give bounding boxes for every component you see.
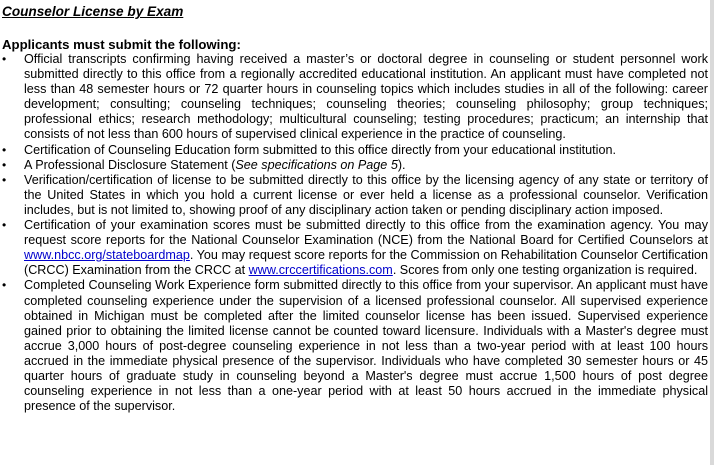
- bullet-icon: •: [2, 52, 7, 66]
- bullet-icon: •: [2, 172, 7, 187]
- bullet-icon: •: [2, 218, 7, 233]
- list-item: [2, 52, 708, 143]
- page-title: Counselor License by Exam: [2, 4, 184, 19]
- bullet-icon: •: [2, 278, 7, 293]
- bullet-icon: •: [2, 142, 7, 157]
- item-text: Verification/certification of license to be submitted directly to this office by the licensing agency of any state or territory of the United States in which you hold a current license or ever held a license as a professional counselor. Verification includes, but is not limited to, showing proof of any disciplinary action taken or pending disciplinary action imposed.: [24, 172, 708, 217]
- nbcc-link[interactable]: www.nbcc.org/stateboardmap: [24, 248, 190, 263]
- crcc-link[interactable]: www.crccertifications.com: [248, 263, 393, 278]
- item-text: . You may request score reports for the Commission on Rehabilitation Counselor Certification (CRCC) Examination from the CRCC at: [24, 248, 708, 278]
- scrollbar[interactable]: [710, 0, 714, 465]
- list-item: [2, 278, 708, 414]
- list-item: [2, 143, 708, 158]
- item-text: . Scores from only one testing organization is required.: [392, 263, 698, 278]
- list-item: [2, 218, 708, 278]
- section-heading: Applicants must submit the following:: [2, 37, 241, 52]
- list-item: [2, 158, 708, 173]
- list-item: [2, 173, 708, 218]
- item-text: ).: [397, 157, 406, 172]
- item-text: Certification of Counseling Education form submitted to this office directly from your educational institution.: [24, 142, 616, 157]
- document: [2, 0, 708, 414]
- item-text: Completed Counseling Work Experience form submitted directly to this office from your supervisor. An applicant must have completed counseling experience under the supervision of a licensed professional counselor. All supervised experience obtained in Michigan must be completed after the limited counselor license has been issued. Supervised experience gained prior to obtaining the limited license cannot be counted toward licensure. Individuals with a Master's degree must accrue 3,000 hours of post-degree counseling experience in not less than a two-year period with at least 100 hours accrued in the immediate physical presence of the supervisor. Individuals who have completed 30 semester hours or 45 quarter hours of graduate study in counseling beyond a Master's degree must accrue 1,500 hours of post degree counseling experience in not less than a one-year period with at least 50 hours accrued in the immediate physical presence of the supervisor.: [24, 278, 708, 414]
- item-text: Official transcripts confirming having received a master’s or doctoral degree in counseling or student personnel work submitted directly to this office from a regionally accredited educational institution. An applicant must have completed not less than 48 semester hours or 72 quarter hours in counseling topics which includes studies in all of the following: career development; consulting; counseling techniques; counseling theories; counseling philosophy; group techniques; professional ethics; research methodology; multicultural counseling; testing procedures; practicum; an internship that consists of not less than 600 hours of supervised clinical experience in the practice of counseling.: [24, 52, 708, 142]
- item-text: Certification of your examination scores must be submitted directly to this office from the examination agency. You may request score reports for the National Counselor Examination (NCE) from the National Board for Certified Counselors at: [24, 218, 708, 248]
- requirements-list: [2, 52, 708, 414]
- item-text-italic: See specifications on Page 5: [235, 157, 398, 172]
- item-text: A Professional Disclosure Statement (: [24, 157, 236, 172]
- bullet-icon: •: [2, 157, 7, 172]
